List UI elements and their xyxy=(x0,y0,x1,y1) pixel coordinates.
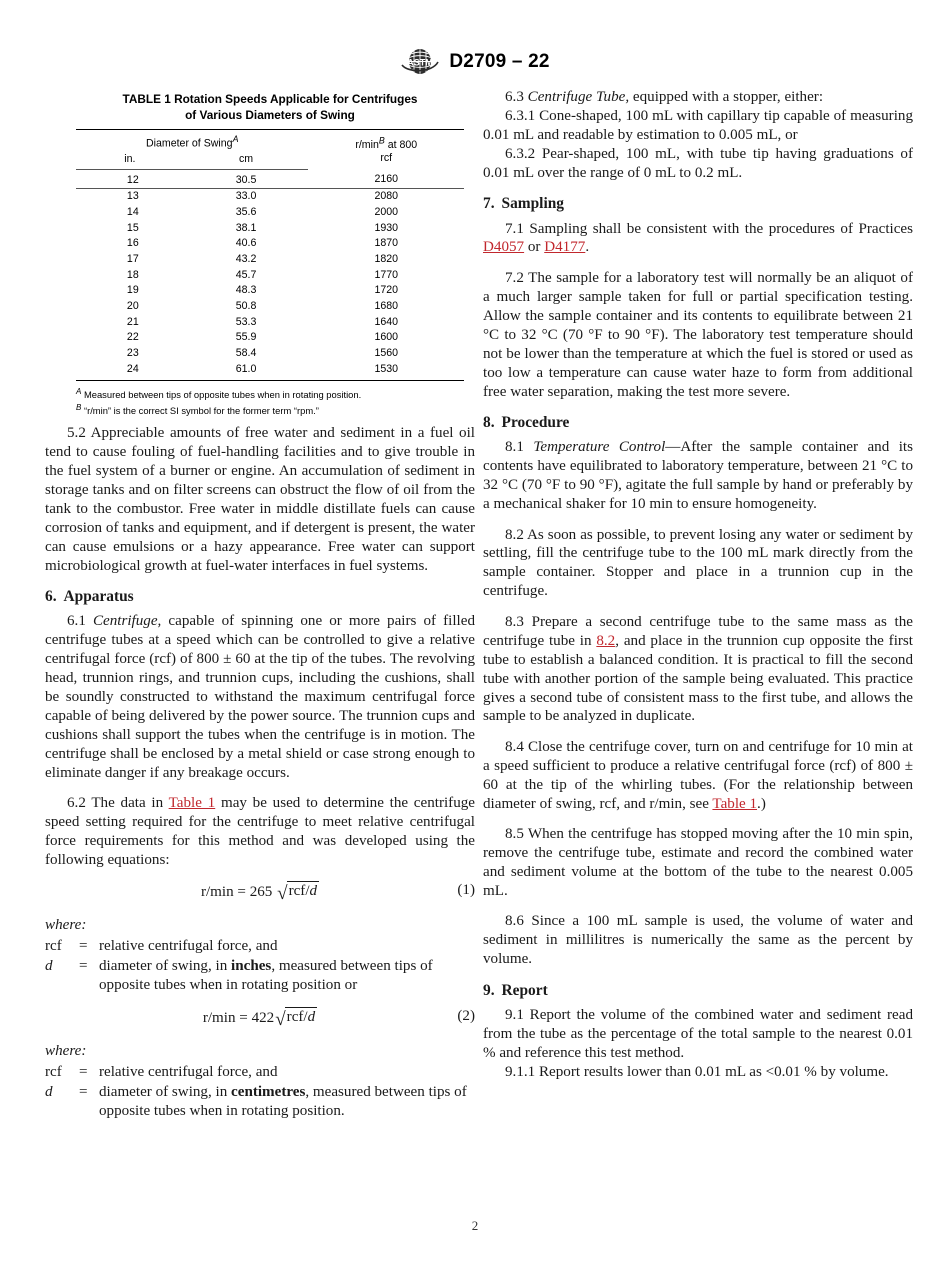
table-1-footnote-b xyxy=(76,402,464,417)
footnote-a-marker: A xyxy=(76,387,82,397)
table-1-body xyxy=(76,169,464,381)
left-column xyxy=(45,424,475,1133)
table-1-header-rmin-text: r/min xyxy=(355,138,379,151)
paragraph-6-1-number: 6.1 xyxy=(67,613,86,630)
equation-1 xyxy=(45,881,475,903)
equation-1-radicand-a: rcf/ xyxy=(288,883,310,900)
link-table-1-ref[interactable]: Table 1 xyxy=(712,795,758,812)
cell-in: 18 xyxy=(126,268,139,281)
heading-section-6-title: Apparatus xyxy=(63,588,134,605)
definition-text: relative centrifugal force, and xyxy=(99,937,278,954)
link-8-2[interactable]: 8.2 xyxy=(596,632,616,649)
equation-2-sqrt xyxy=(274,1007,317,1029)
paragraph-8-3-part-b: , and place in the trunnion cup opposite the first tube to establish a balanced condition. It is practical to fill the second tube with another portion of the sample being evaluated. This practice gives a second tube of consistent mass to the first tube, and allows the sample to be analyzed in duplicate. xyxy=(483,632,913,725)
cell-rmin: 1600 xyxy=(374,331,399,344)
table-1-col-header-in: in. xyxy=(76,152,184,170)
paragraph-7-1-part-b: . xyxy=(585,239,590,256)
paragraph-6-2-part-a: 6.2 The data in xyxy=(67,795,169,812)
radical-icon: √ xyxy=(275,1008,286,1030)
table-row xyxy=(76,268,464,284)
definition-row xyxy=(45,1063,475,1083)
definition-text-a: diameter of swing, in xyxy=(99,957,232,974)
table-row xyxy=(76,252,464,268)
cell-cm: 45.7 xyxy=(235,268,257,281)
cell-rmin: 1720 xyxy=(374,284,399,297)
link-table-1[interactable]: Table 1 xyxy=(168,795,216,812)
footnote-b-marker: B xyxy=(76,402,82,412)
definition-list-2 xyxy=(45,1063,475,1122)
paragraph-8-3-part-a: 8.3 Prepare a second centrifuge tube to the same mass as the centrifuge tube in xyxy=(483,613,913,649)
table-1-header-rmin-line2: rcf xyxy=(380,151,393,164)
table-row xyxy=(76,346,464,362)
heading-section-7-title: Sampling xyxy=(501,195,564,213)
table-row xyxy=(76,205,464,221)
cell-rmin: 1530 xyxy=(308,362,464,381)
table-row xyxy=(76,299,464,315)
table-1-footnotes xyxy=(76,386,464,417)
table-row xyxy=(76,330,464,346)
cell-rmin: 1560 xyxy=(374,346,399,359)
cell-in: 13 xyxy=(126,190,139,203)
definition-text-bold: centimetres xyxy=(231,1083,306,1100)
cell-in: 23 xyxy=(126,346,139,359)
paragraph-6-2 xyxy=(45,794,475,870)
table-row xyxy=(76,189,464,205)
cell-cm: 50.8 xyxy=(235,299,257,312)
table-1-group-header-footnote-marker: A xyxy=(232,133,239,144)
cell-in: 16 xyxy=(126,237,139,250)
where-label-1: where: xyxy=(45,917,87,934)
table-1-container xyxy=(76,92,464,417)
right-column xyxy=(483,88,913,1082)
cell-in: 12 xyxy=(76,169,184,189)
cell-cm: 38.1 xyxy=(235,221,257,234)
paragraph-8-5: 8.5 When the centrifuge has stopped moving after the 10 min spin, remove the centrifuge tube, estimate and record the combined water and sediment volume at the bottom of the tube to the nearest 0.005 mL. xyxy=(483,826,913,899)
astm-logo-icon xyxy=(400,48,440,75)
equation-2-radicand xyxy=(285,1007,318,1027)
paragraph-6-3 xyxy=(483,88,913,107)
paragraph-8-1-rest: —After the sample container and its contents have equilibrated to laboratory temperature, between 21 °C to 32 °C (70 °F to 90 °F), agitate the full sample by hand or preferably by a mechanical shaker for 10 min to ensure homogeneity. xyxy=(483,439,913,513)
cell-rmin: 1870 xyxy=(374,237,399,250)
cell-in: 19 xyxy=(126,284,139,297)
equation-1-radicand xyxy=(287,881,320,901)
paragraph-8-4-part-a: 8.4 Close the centrifuge cover, turn on and centrifuge for 10 min at a speed sufficient to produce a relative centrifugal force (rcf) of 800 ± 60 at the tip of the whirling tubes. (For the relationship between diameter of swing, rcf, and r/min, see xyxy=(483,738,913,812)
heading-section-8-number: 8. xyxy=(483,413,495,431)
table-1-group-header-swing xyxy=(76,130,308,152)
definition-equals: = xyxy=(79,1083,88,1100)
definition-text: relative centrifugal force, and xyxy=(99,1063,278,1080)
definition-row xyxy=(45,1083,475,1122)
cell-in: 22 xyxy=(126,331,139,344)
cell-rmin: 1770 xyxy=(374,268,399,281)
document-number: D2709 – 22 xyxy=(449,50,550,72)
cell-cm: 53.3 xyxy=(235,315,257,328)
where-label-2: where: xyxy=(45,1042,87,1059)
heading-section-7 xyxy=(483,194,913,213)
definition-text-bold: inches xyxy=(231,957,272,974)
paragraph-8-1 xyxy=(483,438,913,514)
table-1 xyxy=(76,129,464,381)
table-1-group-header-label: Diameter of Swing xyxy=(146,137,233,150)
cell-rmin: 1640 xyxy=(374,315,399,328)
table-row xyxy=(76,221,464,237)
cell-in: 14 xyxy=(126,205,139,218)
cell-rmin: 1930 xyxy=(374,221,399,234)
paragraph-6-2-part-b: may be used to determine the centrifuge speed setting required for the centrifuge to meet relative centrifugal force requirements for this method and was developed using the following equations: xyxy=(45,795,475,869)
radical-icon: √ xyxy=(277,883,288,905)
table-row xyxy=(76,362,464,381)
definition-row xyxy=(45,957,475,996)
table-row xyxy=(76,236,464,252)
cell-in: 21 xyxy=(126,315,139,328)
equation-1-row xyxy=(45,881,475,905)
heading-section-6-number: 6. xyxy=(45,588,57,605)
equation-1-sqrt xyxy=(276,881,319,903)
cell-cm: 33.0 xyxy=(235,190,257,203)
paragraph-9-1-1: 9.1.1 Report results lower than 0.01 mL as <0.01 % by volume. xyxy=(505,1063,889,1080)
cell-cm: 61.0 xyxy=(184,362,309,381)
definition-text-b: , measured between tips of opposite tubes when in rotating position. xyxy=(99,1083,467,1119)
cell-cm: 30.5 xyxy=(184,169,309,189)
cell-cm: 55.9 xyxy=(235,331,257,344)
table-1-header-row-1 xyxy=(76,130,464,152)
cell-cm: 40.6 xyxy=(235,237,257,250)
cell-cm: 35.6 xyxy=(235,205,257,218)
definition-symbol: rcf xyxy=(45,1063,62,1080)
svg-text:ASTM: ASTM xyxy=(407,57,434,68)
paragraph-8-2: 8.2 As soon as possible, to prevent losing any water or sediment by settling, fill the centrifuge tube to the 100 mL mark directly from the sample container. Stopper and place in a trunnion cup in the centrifuge. xyxy=(483,526,913,600)
equation-2 xyxy=(45,1007,475,1029)
cell-in: 15 xyxy=(126,221,139,234)
equation-1-lhs: r/min = 265 xyxy=(200,884,277,901)
paragraph-6-3-1: 6.3.1 Cone-shaped, 100 mL with capillary tip capable of measuring 0.01 mL and readable by estimation to 0.005 mL, or xyxy=(483,107,913,143)
paragraph-6-3-rest: equipped with a stopper, either: xyxy=(629,89,824,105)
definition-symbol: d xyxy=(45,957,53,974)
footnote-a-text: Measured between tips of opposite tubes when in rotating position. xyxy=(81,389,362,401)
table-1-header-rmin-rest: at 800 xyxy=(384,138,418,151)
table-1-head xyxy=(76,130,464,170)
cell-cm: 58.4 xyxy=(235,346,257,359)
table-row xyxy=(76,315,464,331)
cell-rmin: 1680 xyxy=(374,299,399,312)
definition-row xyxy=(45,937,475,957)
equation-2-row xyxy=(45,1007,475,1031)
heading-section-7-number: 7. xyxy=(483,195,495,213)
definition-equals: = xyxy=(79,937,88,954)
paragraph-7-1 xyxy=(483,220,913,258)
heading-section-8 xyxy=(483,413,913,432)
paragraph-6-1 xyxy=(45,612,475,782)
table-row xyxy=(76,283,464,299)
paragraph-8-3 xyxy=(483,613,913,727)
definition-list-1 xyxy=(45,937,475,996)
equation-1-number: (1) xyxy=(457,882,475,899)
paragraph-6-1-rest: capable of spinning one or more pairs of filled centrifuge tubes at a speed which can be controlled to give a relative centrifugal force (rcf) of 800 ± 60 at the tip of the tubes. The revolving head, trunnion rings, and trunnion cups, including the cushions, shall be soundly constructed to withstand the maximum centrifugal force capable of being delivered by the power source. The trunnion cups and cushions shall support the tubes when the centrifuge is in motion. The centrifuge shall be enclosed by a metal shield or case strong enough to eliminate danger if any breakage occurs. xyxy=(45,613,475,781)
definition-text-b: , measured between tips of opposite tubes when in rotating position or xyxy=(99,957,433,993)
paragraph-8-4-part-b: .) xyxy=(757,795,766,812)
table-1-title-line2: of Various Diameters of Swing xyxy=(185,107,355,122)
definition-text xyxy=(99,957,475,996)
cell-in: 17 xyxy=(126,252,139,265)
paragraph-7-1-part-a: 7.1 Sampling shall be consistent with the procedures of Practices xyxy=(505,220,913,237)
table-1-header-rmin-line1 xyxy=(355,135,418,151)
document-header xyxy=(0,48,950,75)
definition-text xyxy=(99,1083,475,1122)
table-1-title-line1: TABLE 1 Rotation Speeds Applicable for Centrifuges xyxy=(122,92,418,106)
paragraph-8-4 xyxy=(483,738,913,814)
heading-section-9-number: 9. xyxy=(483,981,495,999)
cell-rmin: 1820 xyxy=(374,252,399,265)
table-1-footnote-a xyxy=(76,386,464,401)
definition-symbol: rcf xyxy=(45,937,62,954)
paragraph-9-1: 9.1 Report the volume of the combined water and sediment read from the tube as the percentage of the total sample to the nearest 0.01 % and reference this test method. xyxy=(483,1007,913,1061)
paragraph-7-1-mid: or xyxy=(524,239,545,256)
cell-in: 20 xyxy=(126,299,139,312)
table-1-header-rmin xyxy=(308,130,464,170)
cell-in: 24 xyxy=(76,362,184,381)
heading-section-6 xyxy=(45,587,475,606)
cell-rmin: 2080 xyxy=(374,190,399,203)
table-1-header-rmin-footnote-marker: B xyxy=(378,135,385,146)
definition-symbol: d xyxy=(45,1083,53,1100)
cell-rmin: 2000 xyxy=(374,205,399,218)
definition-text-a: diameter of swing, in xyxy=(99,1083,232,1100)
definition-equals: = xyxy=(79,1063,88,1080)
link-d4177[interactable]: D4177 xyxy=(544,239,586,256)
table-1-col-header-cm: cm xyxy=(184,152,309,170)
cell-cm: 43.2 xyxy=(235,252,257,265)
paragraph-8-1-lead: Temperature Control xyxy=(533,439,666,456)
cell-cm: 48.3 xyxy=(235,284,257,297)
paragraph-6-3-lead: Centrifuge Tube, xyxy=(527,89,630,105)
definition-equals: = xyxy=(79,957,88,974)
table-row xyxy=(76,169,464,189)
paragraph-8-6: 8.6 Since a 100 mL sample is used, the volume of water and sediment in millilitres is numerically the same as the percent by volume. xyxy=(483,913,913,968)
link-d4057[interactable]: D4057 xyxy=(483,239,525,256)
heading-section-9-title: Report xyxy=(501,981,548,999)
equation-2-number: (2) xyxy=(457,1007,475,1024)
equation-1-radicand-b: d xyxy=(309,883,318,900)
page-number: 2 xyxy=(471,1218,479,1233)
paragraph-8-1-number: 8.1 xyxy=(505,439,524,456)
footnote-b-text: “r/min” is the correct SI symbol for the former term “rpm.” xyxy=(81,404,319,416)
cell-rmin: 2160 xyxy=(308,169,464,189)
paragraph-6-3-number: 6.3 xyxy=(505,89,524,105)
paragraph-6-3-2: 6.3.2 Pear-shaped, 100 mL, with tube tip having graduations of 0.01 mL over the range of 0 mL to 0.2 mL. xyxy=(483,145,913,181)
paragraph-7-2: 7.2 The sample for a laboratory test will normally be an aliquot of a much larger sample taken for full or partial specification testing. Allow the sample container and its contents to equilibrate between 21 °C to 32 °C (70 °F to 90 °F). The laboratory test temperature should not be lower than the temperature at which the fuel is stored or used as too low a temperature can cause water haze to form from additional free water separation, making the test more severe. xyxy=(483,269,913,400)
equation-2-radicand-b: d xyxy=(307,1008,316,1025)
table-1-title xyxy=(76,92,464,123)
heading-section-8-title: Procedure xyxy=(501,413,570,431)
paragraph-5-2: 5.2 Appreciable amounts of free water and sediment in a fuel oil tend to cause fouling of fuel-handling facilities and to give trouble in the fuel system of a burner or engine. An accumulation of sediment in storage tanks and on filter screens can obstruct the flow of oil from the tank to the combustor. Free water in middle distillate fuels can cause corrosion of tanks and equipment, and if detergent is present, the water can cause emulsions or a hazy appearance. Free water can support microbiological growth at fuel-water interfaces in fuel systems. xyxy=(45,425,475,574)
equation-2-lhs: r/min = 422 xyxy=(202,1009,275,1026)
heading-section-9 xyxy=(483,981,913,1000)
equation-2-radicand-a: rcf/ xyxy=(286,1008,308,1025)
paragraph-6-1-lead: Centrifuge, xyxy=(92,613,162,630)
